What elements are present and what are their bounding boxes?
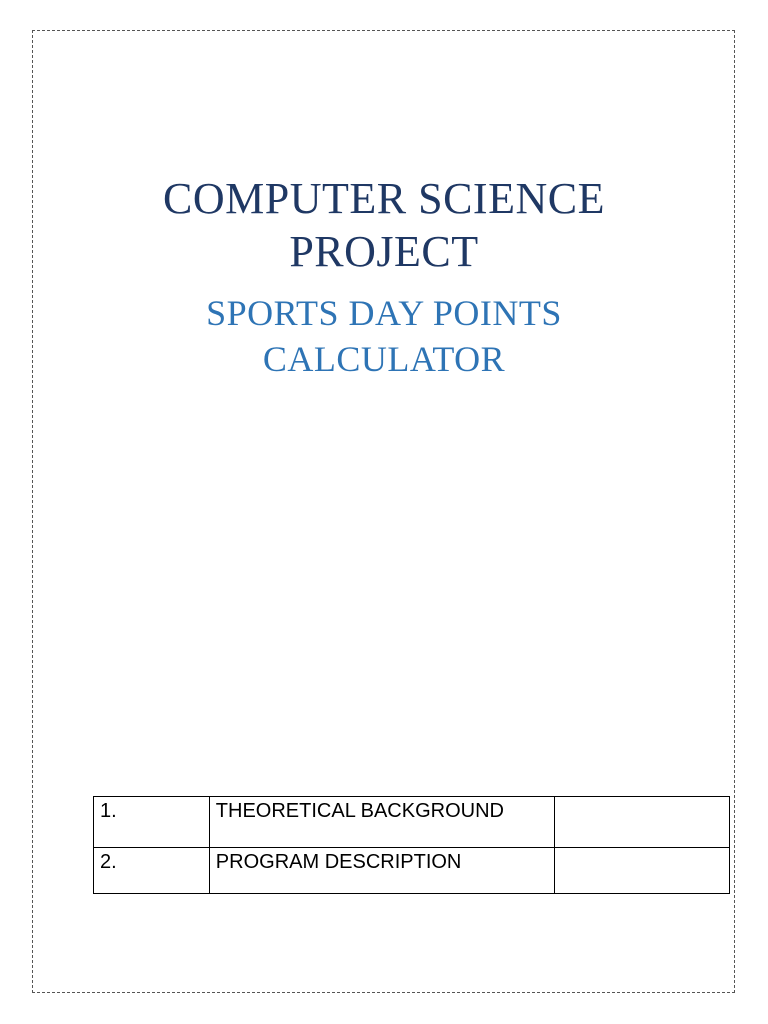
project-subtitle-line-1: SPORTS DAY POINTS (206, 293, 562, 333)
row-title: THEORETICAL BACKGROUND (209, 797, 555, 848)
contents-table (93, 796, 730, 894)
row-page (555, 848, 730, 894)
project-title-line-2: PROJECT (289, 227, 479, 276)
row-page (555, 797, 730, 848)
table-row (94, 797, 730, 848)
row-number: 1. (94, 797, 210, 848)
table-row (94, 848, 730, 894)
project-title-line-1: COMPUTER SCIENCE (163, 174, 605, 223)
project-title (0, 172, 768, 278)
row-number: 2. (94, 848, 210, 894)
project-subtitle-line-2: CALCULATOR (262, 339, 506, 379)
row-title: PROGRAM DESCRIPTION (209, 848, 555, 894)
project-subtitle (0, 290, 768, 382)
